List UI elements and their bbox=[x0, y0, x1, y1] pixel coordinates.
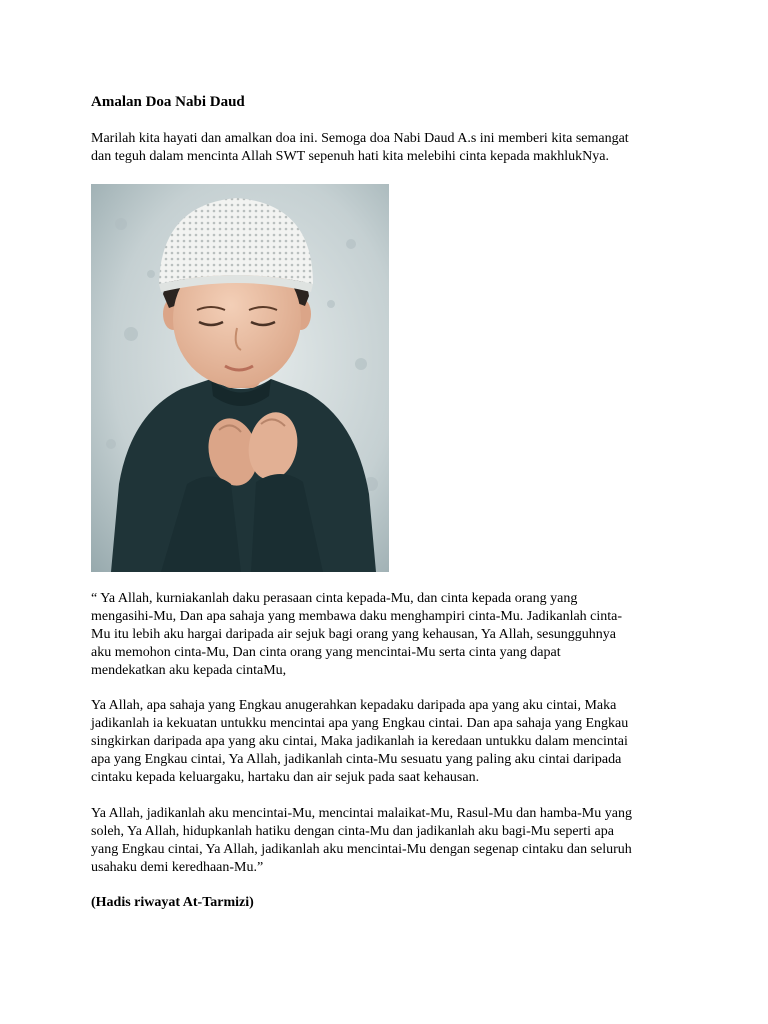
text-line: dan teguh dalam mencinta Allah SWT sepenuh hati kita melebihi cinta kepada makhlukNya. bbox=[91, 149, 609, 164]
text-line: mendekatkan aku kepada cintaMu, bbox=[91, 663, 287, 678]
text-line: usahaku demi keredhaan-Mu.” bbox=[91, 860, 264, 875]
text-line: singkirkan daripada apa yang aku cintai, Maka jadikanlah ia keredaan untukku dalam mencintai bbox=[91, 734, 628, 749]
intro-paragraph bbox=[91, 130, 691, 166]
text-line: Ya Allah, apa sahaja yang Engkau anugerahkan kepadaku daripada apa yang aku cintai, Maka bbox=[91, 698, 617, 713]
prayer-paragraph-2 bbox=[91, 697, 691, 787]
text-line: Ya Allah, jadikanlah aku mencintai-Mu, mencintai malaikat-Mu, Rasul-Mu dan hamba-Mu yang bbox=[91, 806, 632, 821]
prayer-paragraph-3 bbox=[91, 805, 691, 877]
prayer-paragraph-1 bbox=[91, 590, 691, 680]
text-line: soleh, Ya Allah, hidupkanlah hatiku dengan cinta-Mu dan jadikanlah aku bagi-Mu seperti apa bbox=[91, 824, 614, 839]
text-line: aku memohon cinta-Mu, Dan cinta orang yang mencintai-Mu serta cinta yang dapat bbox=[91, 645, 561, 660]
text-line: jadikanlah ia kekuatan untukku mencintai apa yang Engkau cintai. Dan apa sahaja yang Engkau bbox=[91, 716, 629, 731]
text-line: yang Engkau cintai, Ya Allah, jadikanlah aku mencintai-Mu dengan segenap cintaku dan seluruh bbox=[91, 842, 632, 857]
document-title: Amalan Doa Nabi Daud bbox=[91, 94, 245, 110]
text-line: Mu itu lebih aku hargai daripada air sejuk bagi orang yang kehausan, Ya Allah, sesungguhnya bbox=[91, 627, 617, 642]
text-line: mengasihi-Mu, Dan apa sahaja yang membawa daku menghampiri cinta-Mu. Jadikanlah cinta- bbox=[91, 609, 623, 624]
hadith-source: (Hadis riwayat At-Tarmizi) bbox=[91, 895, 254, 910]
text-line: apa yang Engkau cintai, Ya Allah, jadikanlah cinta-Mu sesuatu yang paling aku cintai daripada bbox=[91, 752, 622, 767]
text-line: Marilah kita hayati dan amalkan doa ini. Semoga doa Nabi Daud A.s ini memberi kita semangat bbox=[91, 131, 629, 146]
text-line: cintaku kepada keluargaku, hartaku dan air sejuk pada saat kehausan. bbox=[91, 770, 480, 785]
text-line: “ Ya Allah, kurniakanlah daku perasaan cinta kepada-Mu, dan cinta kepada orang yang bbox=[91, 591, 578, 606]
boy-praying-photo bbox=[91, 184, 389, 572]
